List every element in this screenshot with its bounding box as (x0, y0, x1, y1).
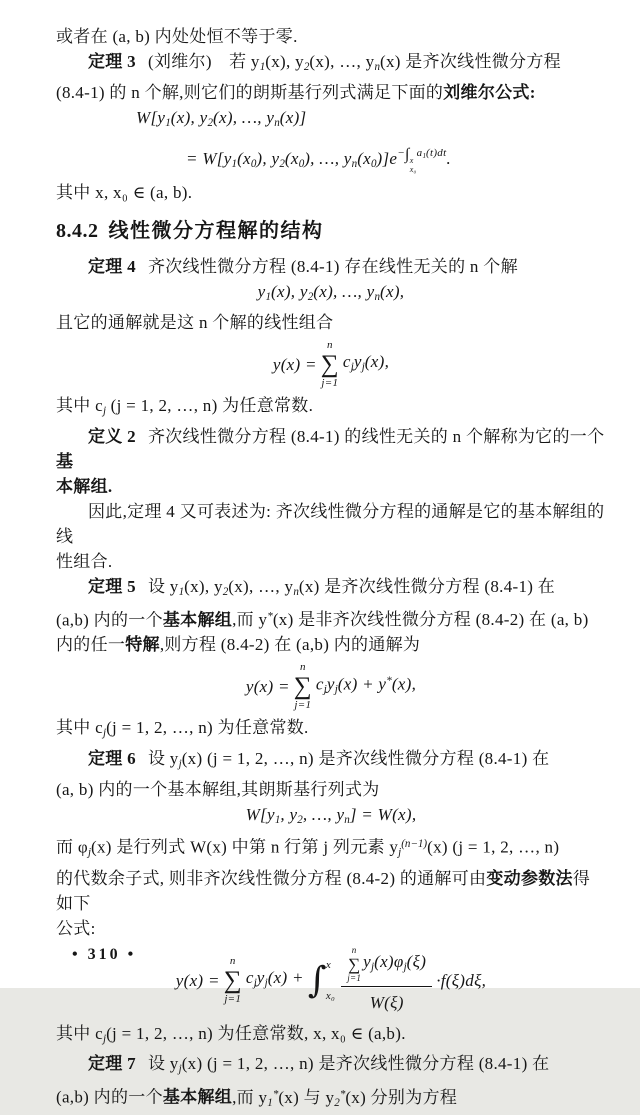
theorem3-line1-text: (刘维尔) 若 $y_1(x)$, $y_2(x)$, …, $y_n(x)$ 是齐次线性微分方程 (147, 52, 561, 73)
theorem4-line1-text: 齐次线性微分方程 (8.4-1) 存在线性无关的 n 个解 (147, 257, 518, 277)
sum-lower-limit: j=1 (224, 993, 242, 1006)
sum-lower-limit: j=1 (321, 376, 339, 389)
sum-upper-limit: n (229, 955, 236, 968)
theorem6-label: 定理 6 (88, 748, 136, 768)
fundamental-set-term: 基本解组 (162, 1087, 233, 1107)
theorem6-where: 其中 $c_j(j = 1$, 2, …, n) 为任意常数, x, x₀ ∈ (a,b). (56, 1023, 406, 1045)
remark-line1: 因此,定理 4 又可表述为: 齐次线性微分方程的通解是它的基本解组的线 (56, 501, 605, 546)
integral-sign: ∫ (307, 959, 327, 1001)
general-solution-formula (56, 338, 606, 390)
theorem7-line2 (56, 1082, 606, 1115)
theorem6-line2: (a, b) 内的一个基本解组,其朗斯基行列式为 (56, 779, 380, 799)
definition2-line1 (56, 424, 606, 474)
formula-mid: $c_jy_j(x)$ + (245, 968, 304, 989)
theorem4-label: 定理 4 (88, 257, 136, 277)
sum-upper-limit: n (351, 945, 357, 956)
theorem3-line2 (56, 80, 606, 105)
theorem3-line2-text: (8.4-1) 的 n 个解,则它们的朗斯基行列式满足下面的 (56, 82, 444, 102)
wronskian-definition-formula: $W[y_1$, $y_2$, …, $y_n] = W(x)$, (245, 804, 417, 826)
exponent (397, 136, 446, 174)
integral-limits (326, 960, 335, 1002)
theorem7-line2-pre: (a,b) 内的一个 (56, 1087, 163, 1107)
theorem7-line2-rest: ,而 $y_1^*(x)$ 与 $y_2^*(x)$ 分别为方程 (232, 1087, 458, 1109)
theorem3-label: 定理 3 (88, 52, 136, 71)
sigma-symbol: ∑ (320, 350, 339, 378)
theorem6-line4-rest: 得如下 (56, 868, 591, 913)
theorem7-line1 (56, 1051, 606, 1082)
exponent-minus: − (397, 146, 405, 159)
formula-lhs: y(x) = (245, 676, 290, 696)
wronskian-lhs-formula: $W[y_1(x)$, $y_2(x)$, …, $y_n(x)$] (136, 107, 307, 129)
numerator-terms: $y_j(x)\varphi_j(\xi)$ (363, 952, 427, 973)
section-heading (56, 217, 606, 245)
theorem6-line1 (56, 746, 606, 777)
formula-rhs: $c_jy_j(x)$, (342, 351, 390, 373)
integral-upper-limit: x (409, 155, 414, 165)
summation-operator (224, 956, 242, 1005)
liouville-formula-term: 刘维尔公式: (443, 82, 536, 102)
definition2-label: 定义 2 (88, 426, 136, 446)
formula-lhs: y(x) = (272, 354, 317, 374)
integral-sign-small: ∫ (405, 145, 410, 163)
integral-operator (308, 960, 337, 1002)
particular-solution-term: 特解 (125, 635, 160, 655)
formula-period: . (446, 148, 452, 168)
theorem4-solutions: $y_1(x)$, $y_2(x)$, …, $y_n(x)$, (257, 282, 405, 303)
theorem4-line2: 且它的通解就是这 n 个解的线性组合 (56, 313, 334, 332)
theorem6-line5: 公式: (56, 918, 96, 938)
definition2-line1-text: 齐次线性微分方程 (8.4-1) 的线性无关的 n 个解称为它的一个 (147, 426, 605, 446)
theorem5-line3-pre: 内的任一 (56, 635, 126, 655)
sum-lower-limit: j=1 (294, 698, 312, 711)
section-title: 线性微分方程解的结构 (108, 220, 324, 243)
theorem4-line1 (56, 254, 606, 279)
theorem4-where: 其中 $c_j$ (j = 1, 2, …, n) 为任意常数. (56, 396, 314, 417)
fraction-numerator (341, 946, 432, 986)
liouville-formula-main: = $W[y_1(x_0)$, $y_2(x_0)$, …, $y_n(x_0)]e$ (186, 148, 398, 170)
theorem7-label: 定理 7 (88, 1054, 136, 1074)
fundamental-set-term-part1: 基 (56, 451, 74, 471)
theorem5-line3 (56, 632, 606, 657)
theorem5-line2-rest: ,而 y*(x) 是非齐次线性微分方程 (8.4-2) 在 (a, b) (232, 610, 589, 630)
formula-tail: ·f(ξ)dξ, (436, 971, 487, 991)
page-number: • 310 • (72, 946, 137, 963)
theorem6-line4-pre: 的代数余子式, 则非齐次线性微分方程 (8.4-2) 的通解可由 (56, 868, 487, 888)
integral-lower-limit: x₀ (325, 989, 336, 1002)
exponent-integrand: $a_1(t)dt$ (416, 146, 447, 160)
fundamental-set-term: 基本解组 (162, 610, 233, 630)
theorem6-line1-text: 设 $y_j(x) (j = 1$, 2, …, n) 是齐次线性微分方程 (8.4-1) 在 (147, 748, 550, 770)
theorem5-line3-rest: ,则方程 (8.4-2) 在 (a,b) 内的通解为 (159, 635, 421, 655)
sum-upper-limit: n (299, 660, 306, 673)
integral-upper-limit: x (325, 958, 332, 971)
sigma-symbol: ∑ (223, 967, 242, 995)
theorem5-line2 (56, 605, 606, 633)
sum-lower-limit: j=1 (347, 973, 362, 984)
summation-operator-small (347, 946, 361, 983)
integral-lower-limit: x₀ (409, 164, 417, 174)
fraction (341, 946, 432, 1015)
theorem5-label: 定理 5 (88, 576, 136, 596)
liouville-formula (56, 136, 606, 181)
theorem5-line2-pre: (a,b) 内的一个 (56, 610, 163, 630)
nonhomogeneous-general-solution-formula (56, 660, 606, 712)
section-number: 8.4.2 (56, 220, 99, 243)
fraction-denominator: W(ξ) (341, 986, 432, 1015)
theorem3-line1 (56, 49, 606, 80)
variation-of-parameters-formula (56, 944, 606, 1018)
intro-line: 或者在 (a, b) 内处处恒不等于零. (56, 27, 298, 46)
theorem6-line4 (56, 866, 606, 916)
theorem3-where: 其中 x, x₀ ∈ (a, b). (56, 183, 193, 203)
formula-rhs: $c_jy_j(x) + y^*(x)$, (315, 674, 417, 696)
remark-line2: 性组合. (56, 551, 113, 571)
summation-operator (294, 662, 312, 711)
summation-operator (321, 340, 339, 389)
definition2-line2: 本解组. (56, 476, 113, 496)
theorem5-where: 其中 $c_j(j = 1$, 2, …, n) 为任意常数. (56, 718, 309, 739)
sigma-symbol: ∑ (293, 672, 312, 700)
theorem5-line1-text: 设 $y_1(x)$, $y_2(x)$, …, $y_n(x)$ 是齐次线性微分方程 (8.4-1) 在 (147, 576, 556, 598)
theorem7-line1-text: 设 $y_j(x) (j = 1$, 2, …, n) 是齐次线性微分方程 (8.4-1) 在 (147, 1054, 550, 1076)
integral-limits-small (410, 156, 417, 174)
sigma-symbol: ∑ (347, 955, 361, 975)
sum-upper-limit: n (326, 338, 333, 351)
variation-of-parameters-term: 变动参数法 (486, 868, 573, 888)
formula-lhs: y(x) = (175, 971, 220, 991)
theorem5-line1 (56, 574, 606, 605)
theorem6-line3: 而 $\varphi_j(x)$ 是行列式 W(x) 中第 n 行第 j 列元素 $y_j^{(n-1)}(x) (j = 1$, 2, …, n) (56, 837, 560, 859)
